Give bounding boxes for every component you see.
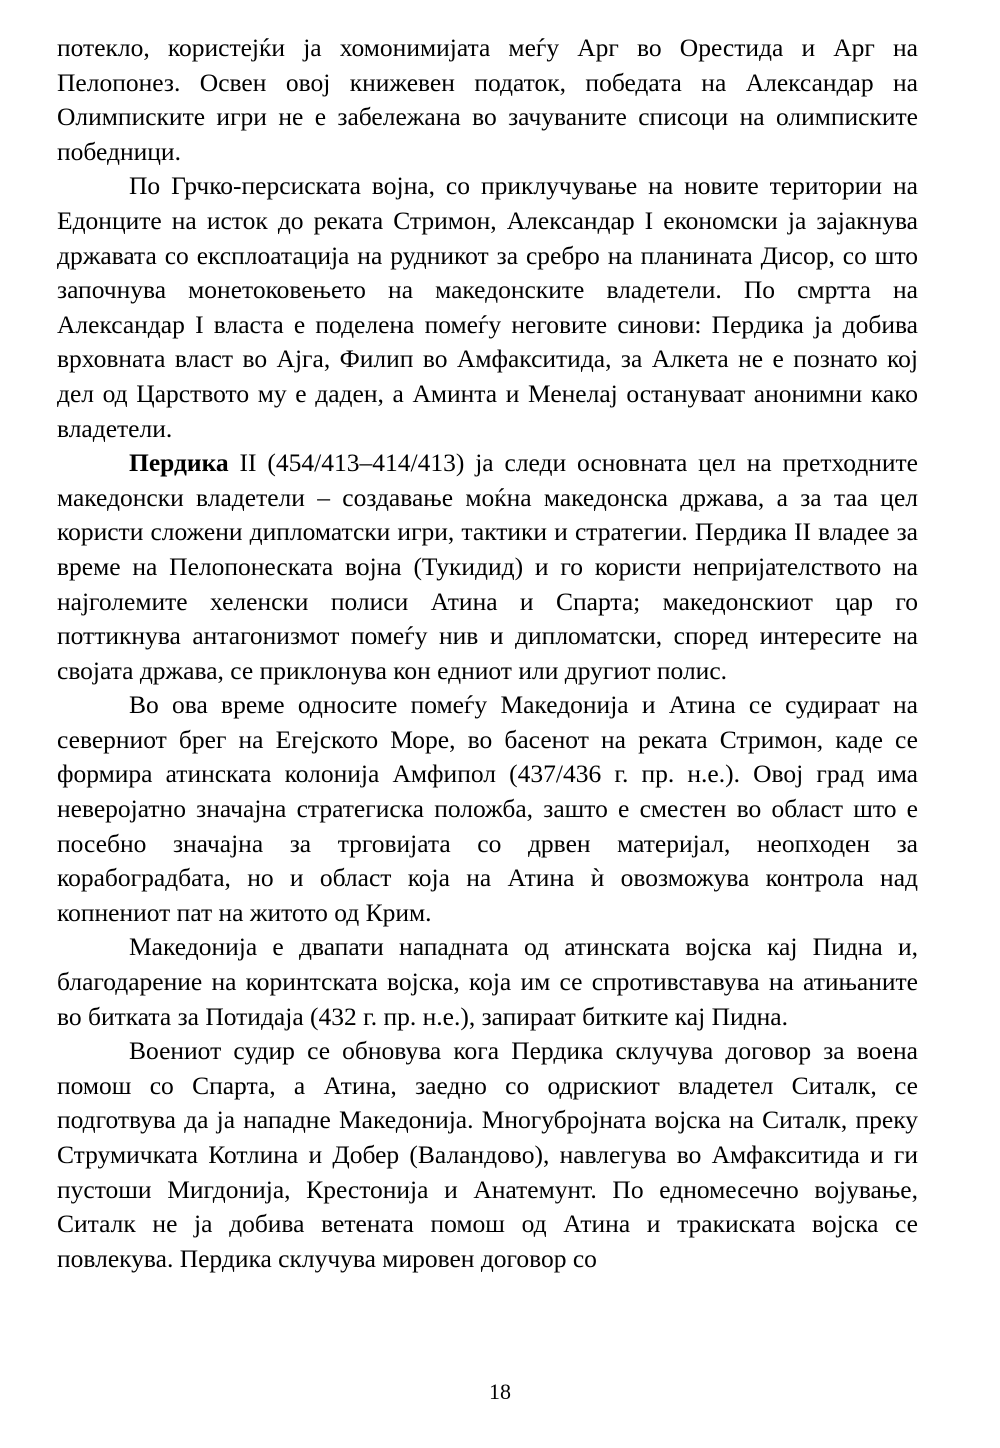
document-page (57, 31, 918, 1276)
paragraph-3-body: II (454/413–414/413) ја следи основната цел на претходните македонски владетели – создавање моќна македонска држава, а за таа цел користи сложени дипломатски игри, тактики и стратегии. Пердика II владее за време на Пелопонеската војна (Тукидид) и го користи непријателството на најголемите хеленски полиси Атина и Спарта; македонскиот цар го поттикнува антагонизмот помеѓу нив и дипломатски, според интересите на својата држава, се приклонува кон едниот или другиот полис. (57, 448, 918, 685)
paragraph-6: Воениот судир се обновува кога Пердика склучува договор за воена помош со Спарта, а Атина, заедно со одрискиот владетел Ситалк, се подготвува да ја нападне Македонија. Многубројната војска на Ситалк, преку Струмичката Котлина и Добер (Валандово), навлегува во Амфакситида и ги пустоши Мигдонија, Крестонија и Анатемунт. По едномесечно војување, Ситалк не ја добива ветената помош од Атина и тракиската војска се повлекува. Пердика склучува мировен договор со (57, 1036, 918, 1273)
paragraph-4: Во ова време односите помеѓу Македонија и Атина се судираат на северниот брег на Егејското Море, во басенот на реката Стримон, каде се формира атинската колонија Амфипол (437/436 г. пр. н.е.). Овој град има неверојатно значајна стратегиска положба, зашто е сместен во област што е посебно значајна за трговијата со дрвен материјал, неопходен за корабоградбата, но и област која на Атина ѝ овозможува контрола над копнениот пат на житото од Крим. (57, 690, 918, 927)
paragraph-5: Македонија е двапати нападната од атинската војска кај Пидна и, благодарение на коринтската војска, која им се спротивставува на атињаните во битката за Потидаја (432 г. пр. н.е.), запираат битките кај Пидна. (57, 932, 918, 1031)
paragraph-3-bold-lead: Пердика (129, 448, 229, 478)
paragraph-1: потекло, користејќи ја хомонимијата меѓу Арг во Орестида и Арг на Пелопонез. Освен овој книжевен податок, победата на Александар на Олимписките игри не е забележана во зачуваните списоци на олимписките победници. (57, 33, 918, 166)
paragraph-2: По Грчко-персиската војна, со приклучување на новите територии на Едонците на исток до реката Стримон, Александар I економски ја зајакнува државата со експлоатација на рудникот за сребро на планината Дисор, со што започнува монетоковењето на македонските владетели. По смртта на Александар I власта е поделена помеѓу неговите синови: Пердика ја добива врховната власт во Ајга, Филип во Амфакситида, за Алкета не е познато кој дел од Царството му е даден, а Аминта и Менелај остануваат анонимни како владетели. (57, 171, 918, 443)
paragraph-3 (57, 446, 918, 688)
page-number: 18 (489, 1379, 511, 1404)
